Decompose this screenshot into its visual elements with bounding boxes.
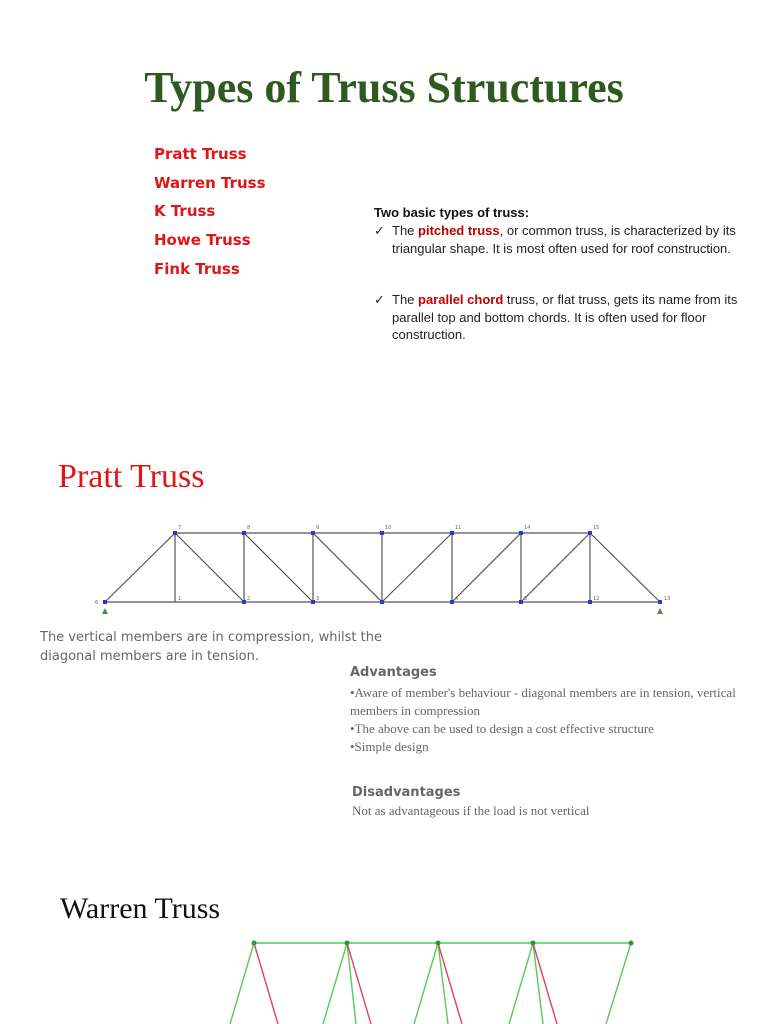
node xyxy=(450,531,454,535)
disadvantages-text: Not as advantageous if the load is not vertical xyxy=(352,803,590,818)
warren-truss-diagram xyxy=(226,935,646,1024)
diagonal-member xyxy=(175,533,244,602)
disadvantages-heading: Disadvantages xyxy=(352,785,461,800)
warren-heading: Warren Truss xyxy=(60,892,221,925)
diagonal-member xyxy=(323,943,347,1024)
truss-type-warren: Warren Truss xyxy=(154,174,266,192)
basic-point-text: The pitched truss, or common truss, is characterized by its triangular shape. It is most often used for roof construction. xyxy=(392,223,736,256)
support-roller-icon xyxy=(657,608,663,614)
support-pin-icon xyxy=(102,608,108,614)
node xyxy=(519,531,523,535)
node-label: 15 xyxy=(593,525,600,531)
highlight-pitched-truss: pitched truss xyxy=(418,223,500,238)
pratt-note: The vertical members are in compression, whilst the diagonal members are in tension. xyxy=(40,630,382,664)
node-label: 3 xyxy=(316,596,320,602)
advantage-item: •Simple design xyxy=(350,739,429,754)
node xyxy=(450,600,454,604)
node xyxy=(629,941,634,946)
diagonal-member xyxy=(452,533,521,602)
node xyxy=(242,600,246,604)
end-post-right xyxy=(590,533,660,602)
node xyxy=(311,600,315,604)
truss-type-howe: Howe Truss xyxy=(154,231,251,249)
basic-types-heading: Two basic types of truss: xyxy=(374,205,530,220)
diagonal-member xyxy=(521,533,590,602)
node xyxy=(531,941,536,946)
pratt-truss-diagram xyxy=(90,522,680,622)
basic-point-parallel xyxy=(374,291,754,344)
node xyxy=(588,600,592,604)
pratt-supports xyxy=(102,608,663,614)
node-label: 5 xyxy=(524,596,528,602)
advantage-item: •The above can be used to design a cost effective structure xyxy=(350,721,654,736)
node xyxy=(519,600,523,604)
node-label: 8 xyxy=(247,525,251,531)
node xyxy=(173,531,177,535)
basic-point-pitched xyxy=(374,222,754,257)
highlight-parallel-chord: parallel chord xyxy=(418,292,504,307)
node-label: 6 xyxy=(95,600,99,606)
pratt-node-labels xyxy=(95,525,670,606)
diagonal-member xyxy=(606,943,631,1024)
node-label: 2 xyxy=(247,596,251,602)
diagonal-member xyxy=(438,943,448,1024)
node xyxy=(380,600,384,604)
node-label: 1 xyxy=(178,596,182,602)
node xyxy=(588,531,592,535)
node xyxy=(436,941,441,946)
truss-type-k: K Truss xyxy=(154,202,216,220)
node xyxy=(658,600,662,604)
diagonal-member xyxy=(347,943,356,1024)
diagonal-member xyxy=(438,943,462,1024)
node-label: 7 xyxy=(178,525,182,531)
node xyxy=(242,531,246,535)
node xyxy=(103,600,107,604)
truss-type-pratt: Pratt Truss xyxy=(154,145,247,163)
check-icon: ✓ xyxy=(374,223,385,238)
node xyxy=(252,941,257,946)
node xyxy=(345,941,350,946)
node-label: 14 xyxy=(524,525,531,531)
page-title: Types of Truss Structures xyxy=(144,63,624,112)
end-post-left xyxy=(105,533,175,602)
diagonal-member xyxy=(533,943,543,1024)
advantages-heading: Advantages xyxy=(350,665,437,680)
advantages-list xyxy=(350,684,750,756)
diagonal-member xyxy=(230,943,254,1024)
diagonal-member xyxy=(414,943,438,1024)
node-label: 13 xyxy=(664,596,671,602)
node-label: 11 xyxy=(455,525,462,531)
diagonal-member xyxy=(254,943,278,1024)
node-label: 9 xyxy=(316,525,320,531)
diagonal-member xyxy=(382,533,452,602)
check-icon: ✓ xyxy=(374,292,385,307)
diagonal-member xyxy=(313,533,382,602)
diagonal-member xyxy=(533,943,557,1024)
diagonal-member xyxy=(347,943,371,1024)
diagonal-member xyxy=(244,533,313,602)
node-label: 4 xyxy=(455,596,459,602)
warren-green-members xyxy=(230,943,631,1024)
node xyxy=(380,531,384,535)
node xyxy=(311,531,315,535)
diagonal-member xyxy=(509,943,533,1024)
node-label: 10 xyxy=(385,525,392,531)
pratt-heading: Pratt Truss xyxy=(58,458,205,495)
pratt-members xyxy=(105,533,660,602)
advantage-item: •Aware of member's behaviour - diagonal members are in tension, vertical members in compression xyxy=(350,685,736,718)
basic-point-text: The parallel chord truss, or flat truss, gets its name from its parallel top and bottom chords. It is often used for floor construction. xyxy=(392,292,738,342)
truss-type-fink: Fink Truss xyxy=(154,260,240,278)
node-label: 12 xyxy=(593,596,600,602)
warren-red-members xyxy=(254,943,557,1024)
